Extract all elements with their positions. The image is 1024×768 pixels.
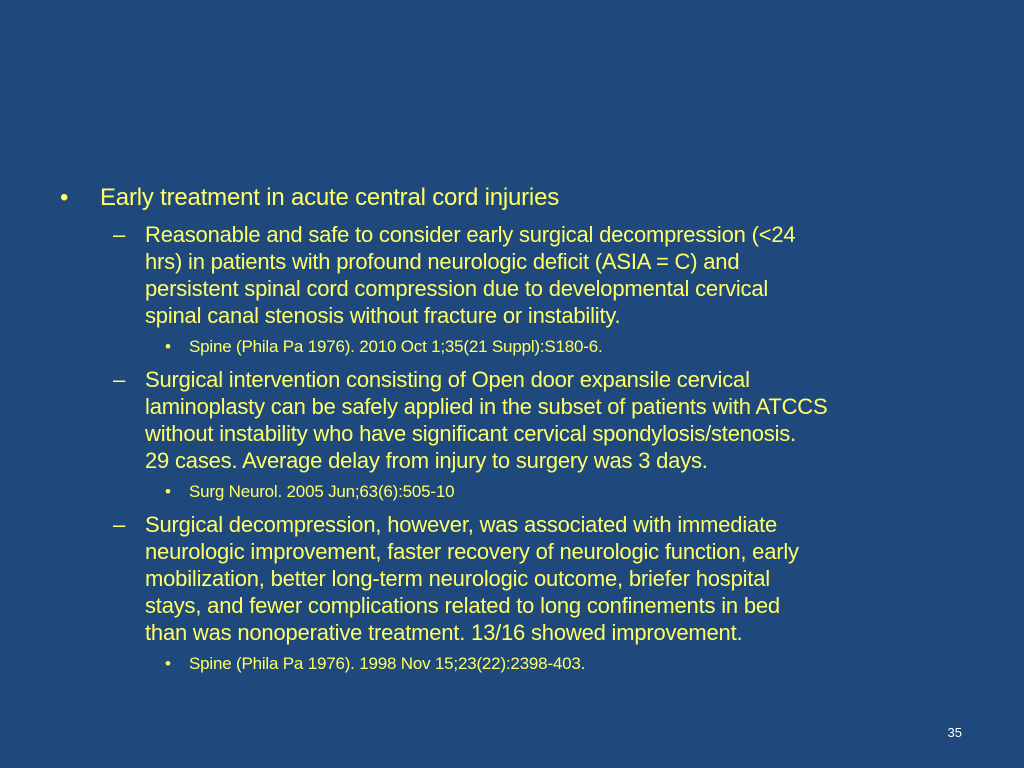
point-line: Surgical decompression, however, was associated with immediate	[145, 512, 778, 537]
dash-marker: –	[113, 222, 126, 247]
bullet-marker: •	[165, 654, 171, 673]
point-line: 29 cases. Average delay from injury to surgery was 3 days.	[145, 448, 708, 473]
point-line: than was nonoperative treatment. 13/16 showed improvement.	[145, 620, 743, 645]
point-line: neurologic improvement, faster recovery of neurologic function, early	[145, 539, 799, 564]
point-line: Reasonable and safe to consider early surgical decompression (<24	[145, 222, 796, 247]
point-line: hrs) in patients with profound neurologic deficit (ASIA = C) and	[145, 249, 740, 274]
slide-heading: Early treatment in acute central cord injuries	[100, 184, 560, 211]
point-line: persistent spinal cord compression due to developmental cervical	[145, 276, 769, 301]
point-line: mobilization, better long-term neurologic outcome, briefer hospital	[145, 566, 770, 591]
bullet-marker: •	[165, 337, 171, 356]
bullet-marker: •	[60, 184, 69, 211]
dash-marker: –	[113, 512, 126, 537]
point-line: spinal canal stenosis without fracture or instability.	[145, 303, 621, 328]
point-line: laminoplasty can be safely applied in the subset of patients with ATCCS	[145, 394, 828, 419]
citation: Spine (Phila Pa 1976). 1998 Nov 15;23(22):2398-403.	[189, 654, 586, 673]
point-line: stays, and fewer complications related to long confinements in bed	[145, 593, 780, 618]
point-line: Surgical intervention consisting of Open door expansile cervical	[145, 367, 750, 392]
point-line: without instability who have significant cervical spondylosis/stenosis.	[145, 421, 797, 446]
dash-marker: –	[113, 367, 126, 392]
bullet-marker: •	[165, 482, 171, 501]
citation: Spine (Phila Pa 1976). 2010 Oct 1;35(21 Suppl):S180-6.	[189, 337, 603, 356]
page-number: 35	[947, 725, 962, 740]
citation: Surg Neurol. 2005 Jun;63(6):505-10	[189, 482, 455, 501]
